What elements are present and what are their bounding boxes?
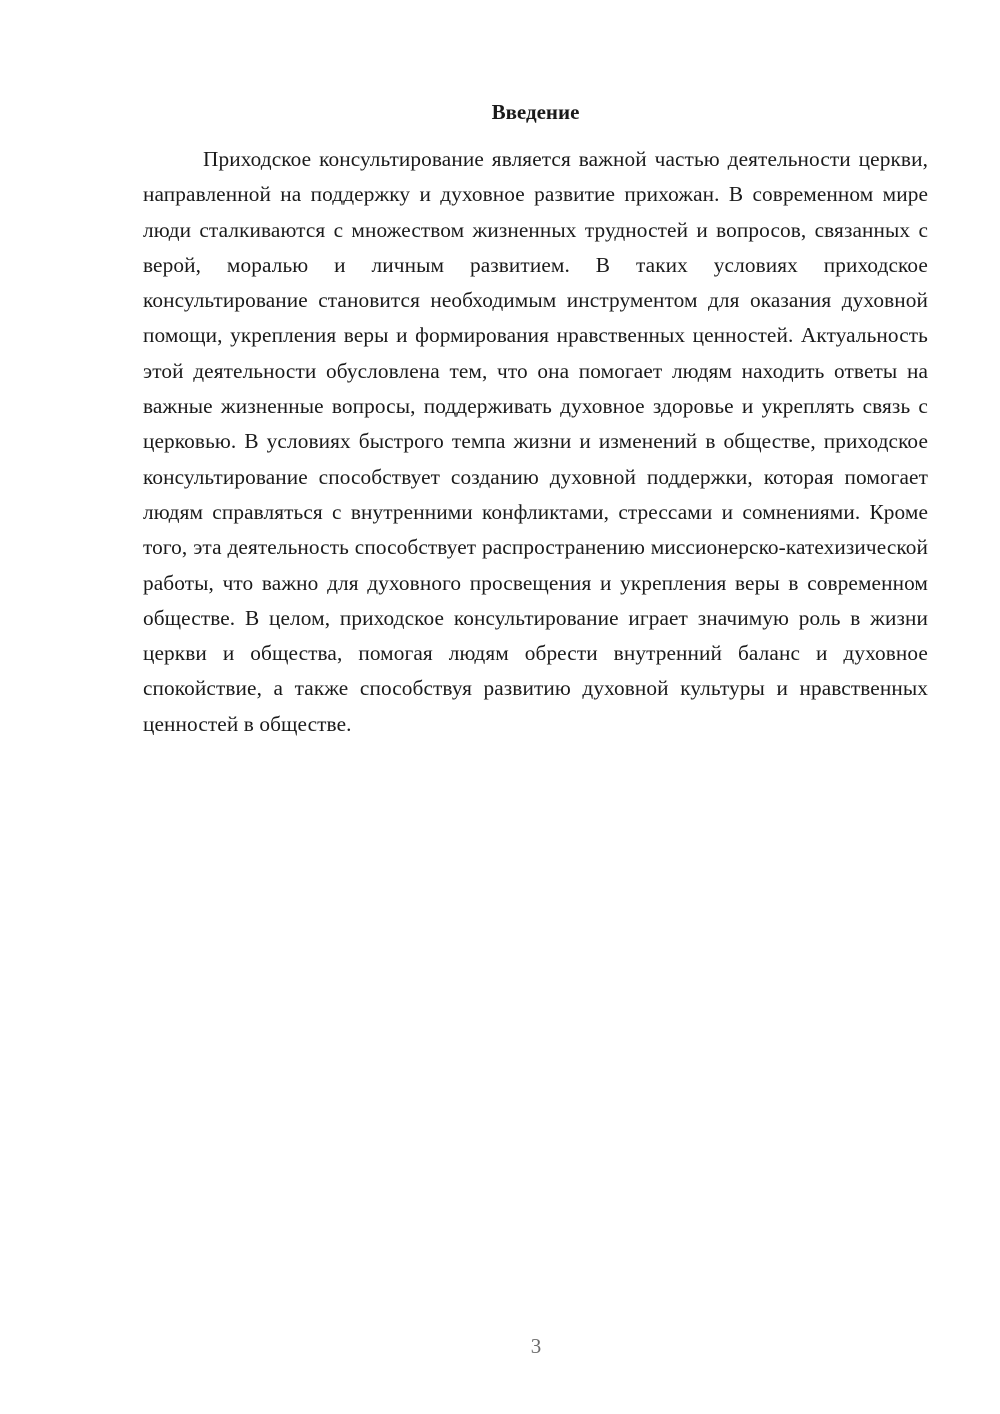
- page-number: 3: [530, 1334, 542, 1358]
- section-heading: Введение: [491, 100, 580, 124]
- body-paragraph: Приходское консультирование является важной частью деятельности церкви, направленной на поддержку и духовное развитие прихожан. В современном мире люди сталкиваются с множеством жизненных трудностей и вопросов, связанных с верой, моралью и личным развитием. В таких условиях приходское консультирование становится необходимым инструментом для оказания духовной помощи, укрепления веры и формирования нравственных ценностей. Актуальность этой деятельности обусловлена тем, что она помогает людям находить ответы на важные жизненные вопросы, поддерживать духовное здоровье и укреплять связь с церковью. В условиях быстрого темпа жизни и изменений в обществе, приходское консультирование способствует созданию духовной поддержки, которая помогает людям справляться с внутренними конфликтами, стрессами и сомнениями. Кроме того, эта деятельность способствует распространению миссионерско-катехизической работы, что важно для духовного просвещения и укрепления веры в современном обществе. В целом, приходское консультирование играет значимую роль в жизни церкви и общества, помогая людям обрести внутренний баланс и духовное спокойствие, а также способствуя развитию духовной культуры и нравственных ценностей в обществе.: [143, 147, 928, 736]
